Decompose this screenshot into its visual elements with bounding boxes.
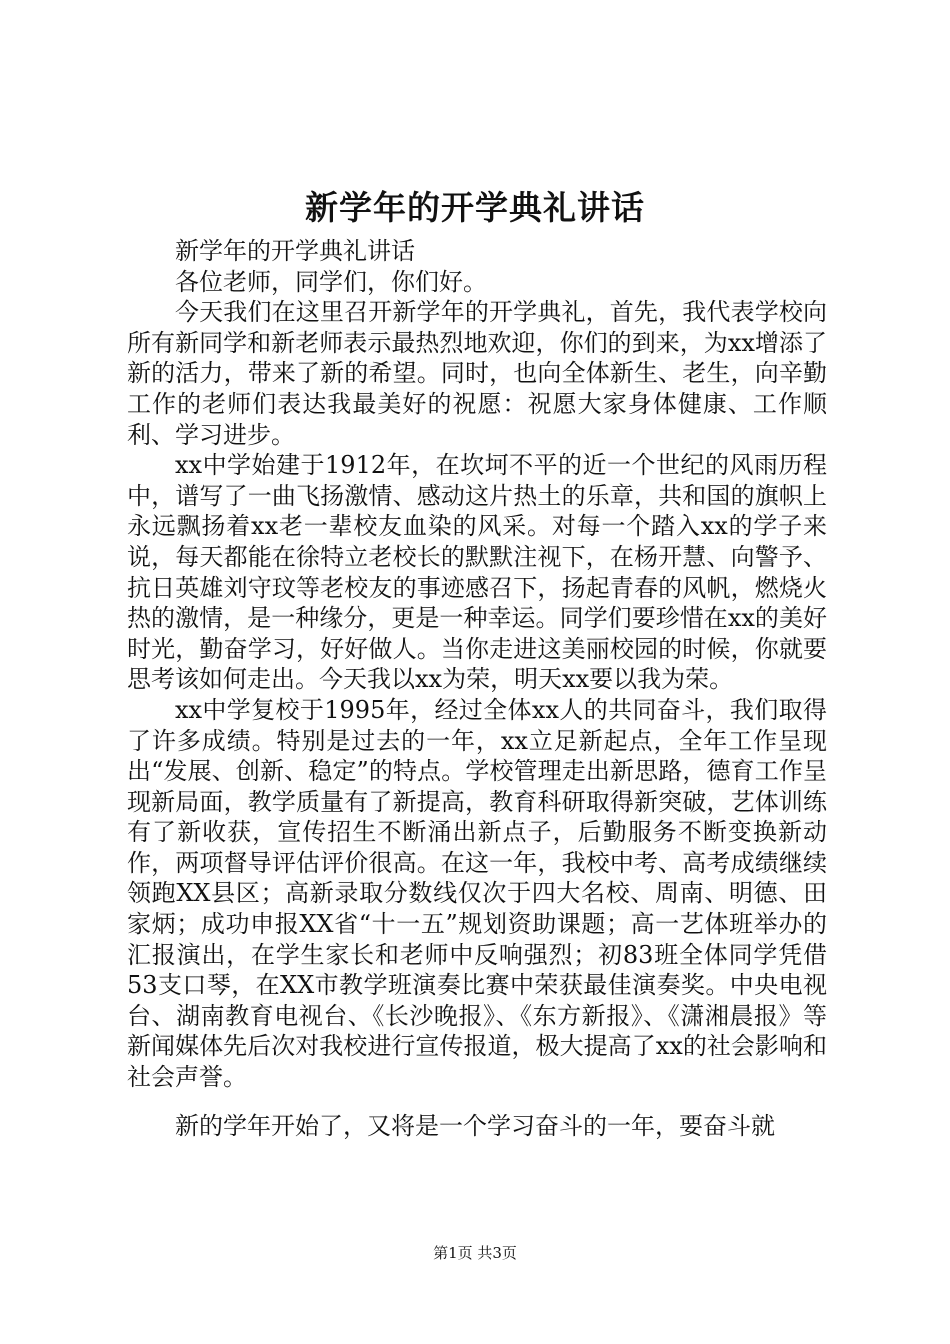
paragraph-welcome: 今天我们在这里召开新学年的开学典礼，首先，我代表学校向所有新同学和新老师表示最热烈地欢迎，你们的到来，为xx增添了新的活力，带来了新的希望。同时，也向全体新生、老生，向辛勤工作的老师们表达我最美好的祝愿：祝愿大家身体健康、工作顺利、学习进步。: [127, 298, 827, 449]
paragraph-history: xx中学始建于1912年，在坎坷不平的近一个世纪的风雨历程中，谱写了一曲飞扬激情、感动这片热土的乐章，共和国的旗帜上永远飘扬着xx老一辈校友血染的风采。对每一个踏入xx的学子来说，每天都能在徐特立老校长的默默注视下，在杨开慧、向警予、抗日英雄刘守玟等老校友的事迹感召下，扬起青春的风帆，燃烧火热的激情，是一种缘分，更是一种幸运。同学们要珍惜在xx的美好时光，勤奋学习，好好做人。当你走进这美丽校园的时候，你就要思考该如何走出。今天我以xx为荣，明天xx要以我为荣。: [127, 451, 827, 694]
page-number-footer: 第1页 共3页: [433, 1244, 517, 1262]
document-title: 新学年的开学典礼讲话: [305, 188, 645, 227]
paragraph-achievements: xx中学复校于1995年，经过全体xx人的共同奋斗，我们取得了许多成绩。特别是过去的一年，xx立足新起点，全年工作呈现出“发展、创新、稳定”的特点。学校管理走出新思路，德育工作呈现新局面，教学质量有了新提高，教育科研取得新突破，艺体训练有了新收获，宣传招生不断涌出新点子，后勤服务不断变换新动作，两项督导评估评价很高。在这一年，我校中考、高考成绩继续领跑XX县区；高新录取分数线仅次于四大名校、周南、明德、田家炳；成功申报XX省“十一五”规划资助课题；高一艺体班举办的汇报演出，在学生家长和老师中反响强烈；初83班全体同学凭借53支口琴，在XX市教学班演奏比赛中荣获最佳演奏奖。中央电视台、湖南教育电视台、《长沙晚报》、《东方新报》、《潇湘晨报》等新闻媒体先后次对我校进行宣传报道，极大提高了xx的社会影响和社会声誉。: [127, 695, 827, 1092]
paragraph-new-year: 新的学年开始了，又将是一个学习奋斗的一年，要奋斗就: [175, 1111, 775, 1140]
document-body: [127, 236, 827, 1141]
paragraph-greeting: 各位老师，同学们，你们好。: [175, 267, 487, 296]
paragraph-subtitle: 新学年的开学典礼讲话: [175, 237, 415, 265]
